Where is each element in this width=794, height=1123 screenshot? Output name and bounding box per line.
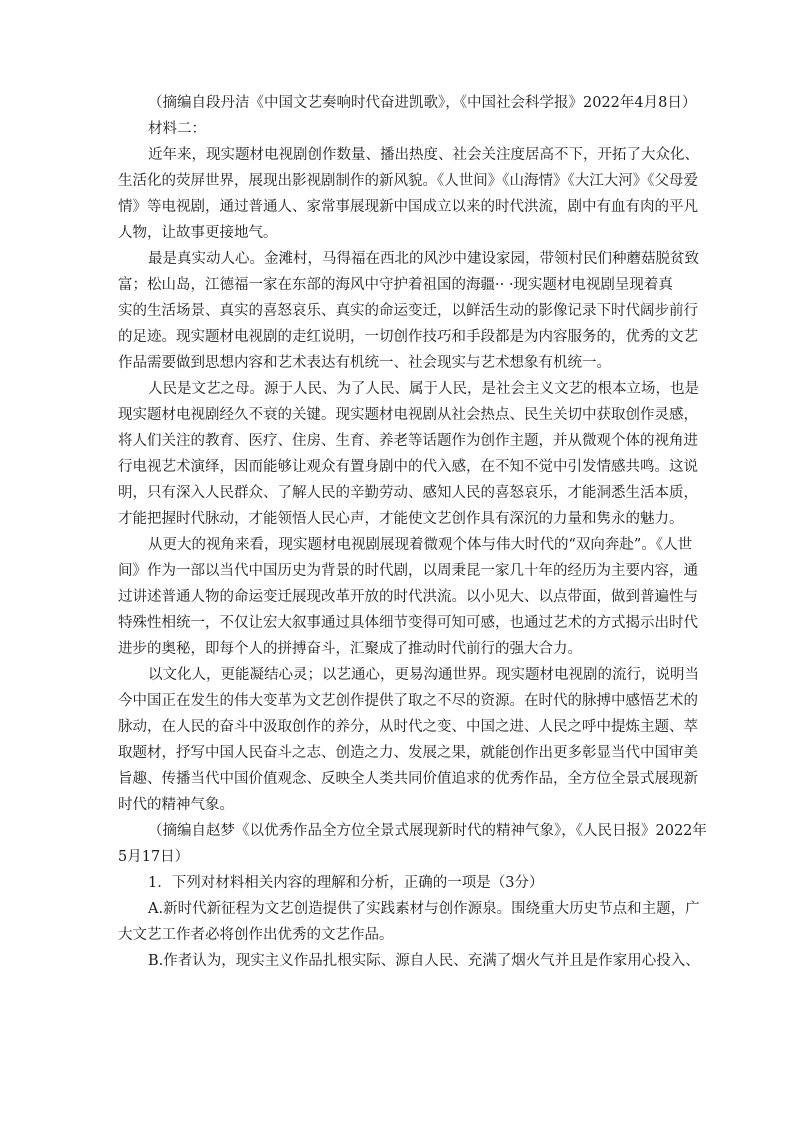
source-citation-1: （摘编自段丹洁《中国文艺奏响时代奋进凯歌》，《中国社会科学报》2022年4月8日） [148,95,697,111]
paragraph-line: 实的生活场景、真实的喜怒哀乐、真实的命运变迁，以鲜活生动的影像记录下时代阔步前行 [118,303,698,319]
paragraph-line: 人物，让故事更接地气。 [118,225,278,241]
paragraph-line: 富；松山岛，江德福一家在东部的海风中守护着祖国的海疆·· ·现实题材电视剧呈现着真 [118,277,673,293]
question-stem: 1．下列对材料相关内容的理解和分析，正确的一项是（3分） [148,875,544,891]
paragraph-line: 最是真实动人心。金滩村，马得福在西北的风沙中建设家园，带领村民们种蘑菇脱贫致 [148,251,699,267]
paragraph-line: 从更大的视角来看，现实题材电视剧展现着微观个体与伟大时代的“双向奔赴”。《人世 [148,537,693,553]
option-a-cont: 大文艺工作者必将创作出优秀的文艺作品。 [118,927,394,943]
paragraph-line: 情》等电视剧，通过普通人、家常事展现新中国成立以来的时代洪流，剧中有血有肉的平凡 [118,199,698,215]
paragraph-line: 过讲述普通人物的命运变迁展现改革开放的时代洪流。以小见大、以点带面，做到普遍性与 [118,589,698,605]
paragraph-line: 特殊性相统一，不仅让宏大叙事通过具体细节变得可知可感，也通过艺术的方式揭示出时代 [118,615,698,631]
paragraph-line: 行电视艺术演绎，因而能够让观众有置身剧中的代入感，在不知不觉中引发情感共鸣。这说 [118,459,698,475]
document-body [118,90,707,974]
paragraph-line: 现实题材电视剧经久不衰的关键。现实题材电视剧从社会热点、民生关切中获取创作灵感， [118,407,698,423]
paragraph-line: 才能把握时代脉动，才能领悟人民心声，才能使文艺创作具有深沉的力量和隽永的魅力。 [118,511,684,527]
paragraph-line: 时代的精神气象。 [118,797,234,813]
paragraph-line: 生活化的荧屏世界，展现出影视剧制作的新风貌。《人世间》《山海情》《大江大河》《父母爱 [118,173,698,189]
paragraph-line: 脉动，在人民的奋斗中汲取创作的养分，从时代之变、中国之进、人民之呼中提炼主题、萃 [118,719,698,735]
source-citation-2: （摘编自赵梦《以优秀作品全方位全景式展现新时代的精神气象》，《人民日报》2022年 [148,823,707,839]
paragraph-line: 间》作为一部以当代中国历史为背景的时代剧，以周秉昆一家几十年的经历为主要内容，通 [118,563,698,579]
paragraph-line: 以文化人，更能凝结心灵；以艺通心，更易沟通世界。现实题材电视剧的流行，说明当 [148,667,699,683]
paragraph-line: 明，只有深入人民群众、了解人民的辛勤劳动、感知人民的喜怒哀乐，才能洞悉生活本质， [118,485,698,501]
paragraph-line: 进步的奥秘，即每个人的拼搏奋斗，汇聚成了推动时代前行的强大合力。 [118,641,582,657]
paragraph-line: 旨趣、传播当代中国价值观念、反映全人类共同价值追求的优秀作品，全方位全景式展现新 [118,771,698,787]
paragraph-line: 今中国正在发生的伟大变革为文艺创作提供了取之不尽的资源。在时代的脉搏中感悟艺术的 [118,693,698,709]
source-citation-2-cont: 5月17日） [118,849,190,865]
paragraph-line: 将人们关注的教育、医疗、住房、生育、养老等话题作为创作主题，并从微观个体的视角进 [118,433,698,449]
paragraph-line: 作品需要做到思想内容和艺术表达有机统一、社会现实与艺术想象有机统一。 [118,355,611,371]
section-heading-material-two: 材料二： [148,121,206,137]
paragraph-line: 人民是文艺之母。源于人民、为了人民、属于人民，是社会主义文艺的根本立场，也是 [148,381,699,397]
option-b: B.作者认为，现实主义作品扎根实际、源自人民、充满了烟火气并且是作家用心投入、 [148,953,700,969]
paragraph-line: 取题材，抒写中国人民奋斗之志、创造之力、发展之果，就能创作出更多彰显当代中国审美 [118,745,698,761]
paragraph-line: 近年来，现实题材电视剧创作数量、播出热度、社会关注度居高不下，开拓了大众化、 [148,147,699,163]
option-a: A.新时代新征程为文艺创造提供了实践素材与创作源泉。围绕重大历史节点和主题，广 [148,901,700,917]
paragraph-line: 的足迹。现实题材电视剧的走红说明，一切创作技巧和手段都是为内容服务的，优秀的文艺 [118,329,698,345]
